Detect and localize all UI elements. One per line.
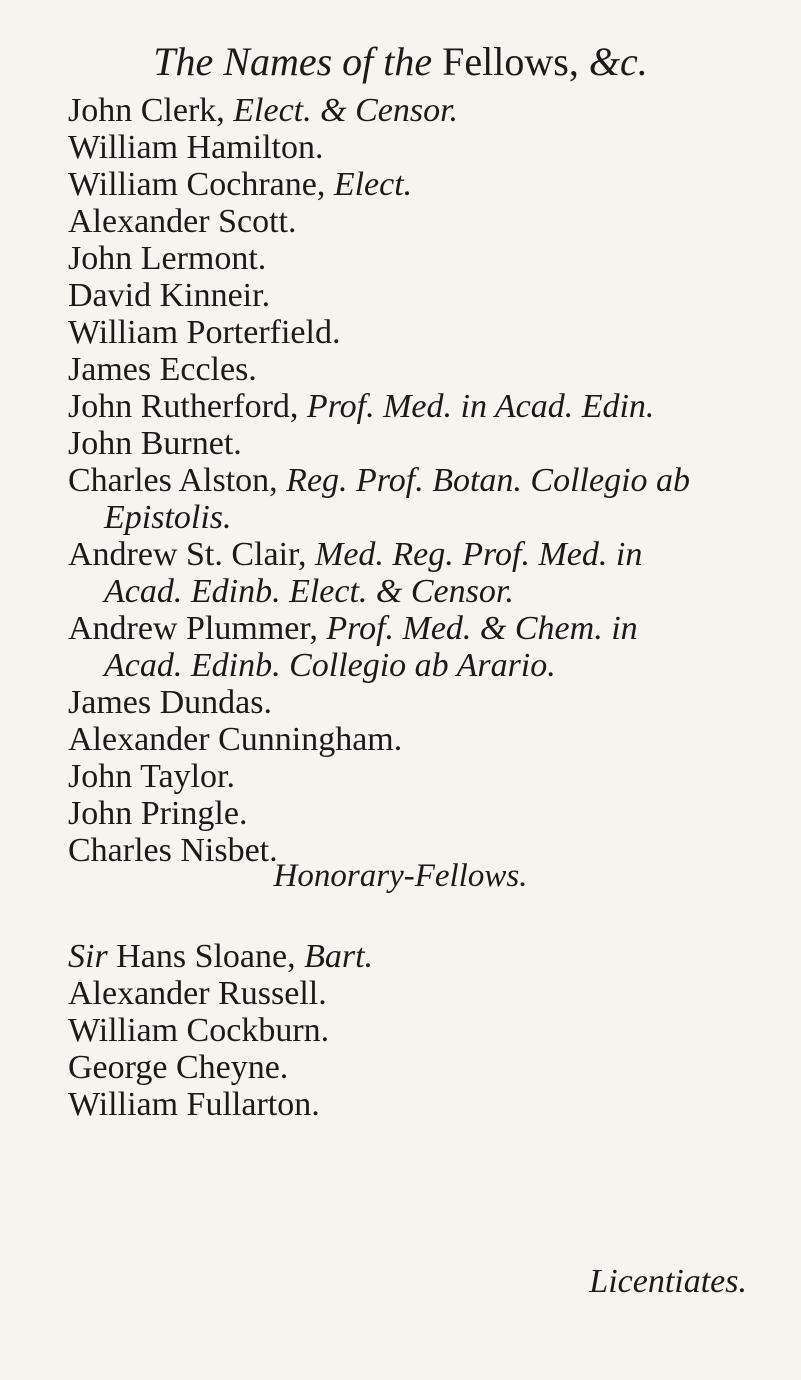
fellow-name: William Cochrane, <box>68 166 326 203</box>
fellow-title: Med. Reg. Prof. Med. in <box>315 536 643 573</box>
fellow-entry <box>68 351 788 388</box>
honorary-title: Bart. <box>304 938 374 975</box>
fellow-name: John Lermont. <box>68 240 267 277</box>
honorary-entry <box>68 938 788 975</box>
fellow-title: Prof. Med. in Acad. Edin. <box>306 388 655 425</box>
page-heading <box>0 38 801 86</box>
fellow-name: James Eccles. <box>68 351 257 388</box>
fellow-name: Andrew Plummer, <box>68 610 318 647</box>
fellow-name: Charles Nisbet. <box>68 832 278 869</box>
fellow-entry <box>68 684 788 721</box>
honorary-fellows-list <box>68 938 788 1123</box>
fellow-title: Prof. Med. & Chem. in <box>326 610 638 647</box>
honorary-entry <box>68 1086 788 1123</box>
catchword: Licentiates. <box>589 1263 747 1300</box>
honorary-entry <box>68 975 788 1012</box>
fellow-title: Reg. Prof. Botan. Collegio ab <box>286 462 691 499</box>
fellow-entry <box>68 536 788 610</box>
fellow-entry <box>68 388 788 425</box>
fellow-entry <box>68 795 788 832</box>
fellow-name: David Kinneir. <box>68 277 271 314</box>
honorary-name: William Fullarton. <box>68 1086 320 1123</box>
fellow-entry <box>68 425 788 462</box>
heading-part-1: The Names of the <box>153 39 433 84</box>
honorary-name: Alexander Russell. <box>68 975 327 1012</box>
fellow-name: John Pringle. <box>68 795 248 832</box>
fellow-entry <box>68 166 788 203</box>
fellow-name: Charles Alston, <box>68 462 278 499</box>
fellow-entry <box>68 462 788 536</box>
fellow-entry <box>68 721 788 758</box>
fellow-title-continued: Acad. Edinb. Elect. & Censor. <box>104 573 514 610</box>
honorary-name: Hans Sloane, <box>116 938 296 975</box>
fellow-name: James Dundas. <box>68 684 272 721</box>
fellow-title-continued: Acad. Edinb. Collegio ab Arario. <box>104 647 556 684</box>
honorary-entry <box>68 1012 788 1049</box>
fellows-list <box>68 92 788 869</box>
fellow-entry <box>68 240 788 277</box>
fellow-name: John Rutherford, <box>68 388 299 425</box>
heading-part-3: &c. <box>588 39 648 84</box>
fellow-name: William Porterfield. <box>68 314 341 351</box>
fellow-title-continued: Epistolis. <box>104 499 232 536</box>
honorary-fellows-heading: Honorary-Fellows. <box>273 858 528 894</box>
fellow-title: Elect. <box>333 166 413 203</box>
fellow-name: John Clerk, <box>68 92 225 129</box>
honorary-name: George Cheyne. <box>68 1049 289 1086</box>
fellow-entry <box>68 277 788 314</box>
fellow-name: William Hamilton. <box>68 129 324 166</box>
honorific-prefix: Sir <box>68 938 108 975</box>
fellow-name: Alexander Cunningham. <box>68 721 403 758</box>
fellow-entry <box>68 92 788 129</box>
fellow-name: Andrew St. Clair, <box>68 536 307 573</box>
honorary-entry <box>68 1049 788 1086</box>
fellow-entry <box>68 758 788 795</box>
fellow-entry <box>68 610 788 684</box>
heading-part-2: Fellows, <box>442 39 579 84</box>
honorary-name: William Cockburn. <box>68 1012 330 1049</box>
fellow-name: John Burnet. <box>68 425 242 462</box>
fellow-entry <box>68 314 788 351</box>
fellow-entry <box>68 203 788 240</box>
fellow-name: Alexander Scott. <box>68 203 297 240</box>
fellow-title: Elect. & Censor. <box>233 92 459 129</box>
fellow-name: John Taylor. <box>68 758 235 795</box>
fellow-entry <box>68 129 788 166</box>
